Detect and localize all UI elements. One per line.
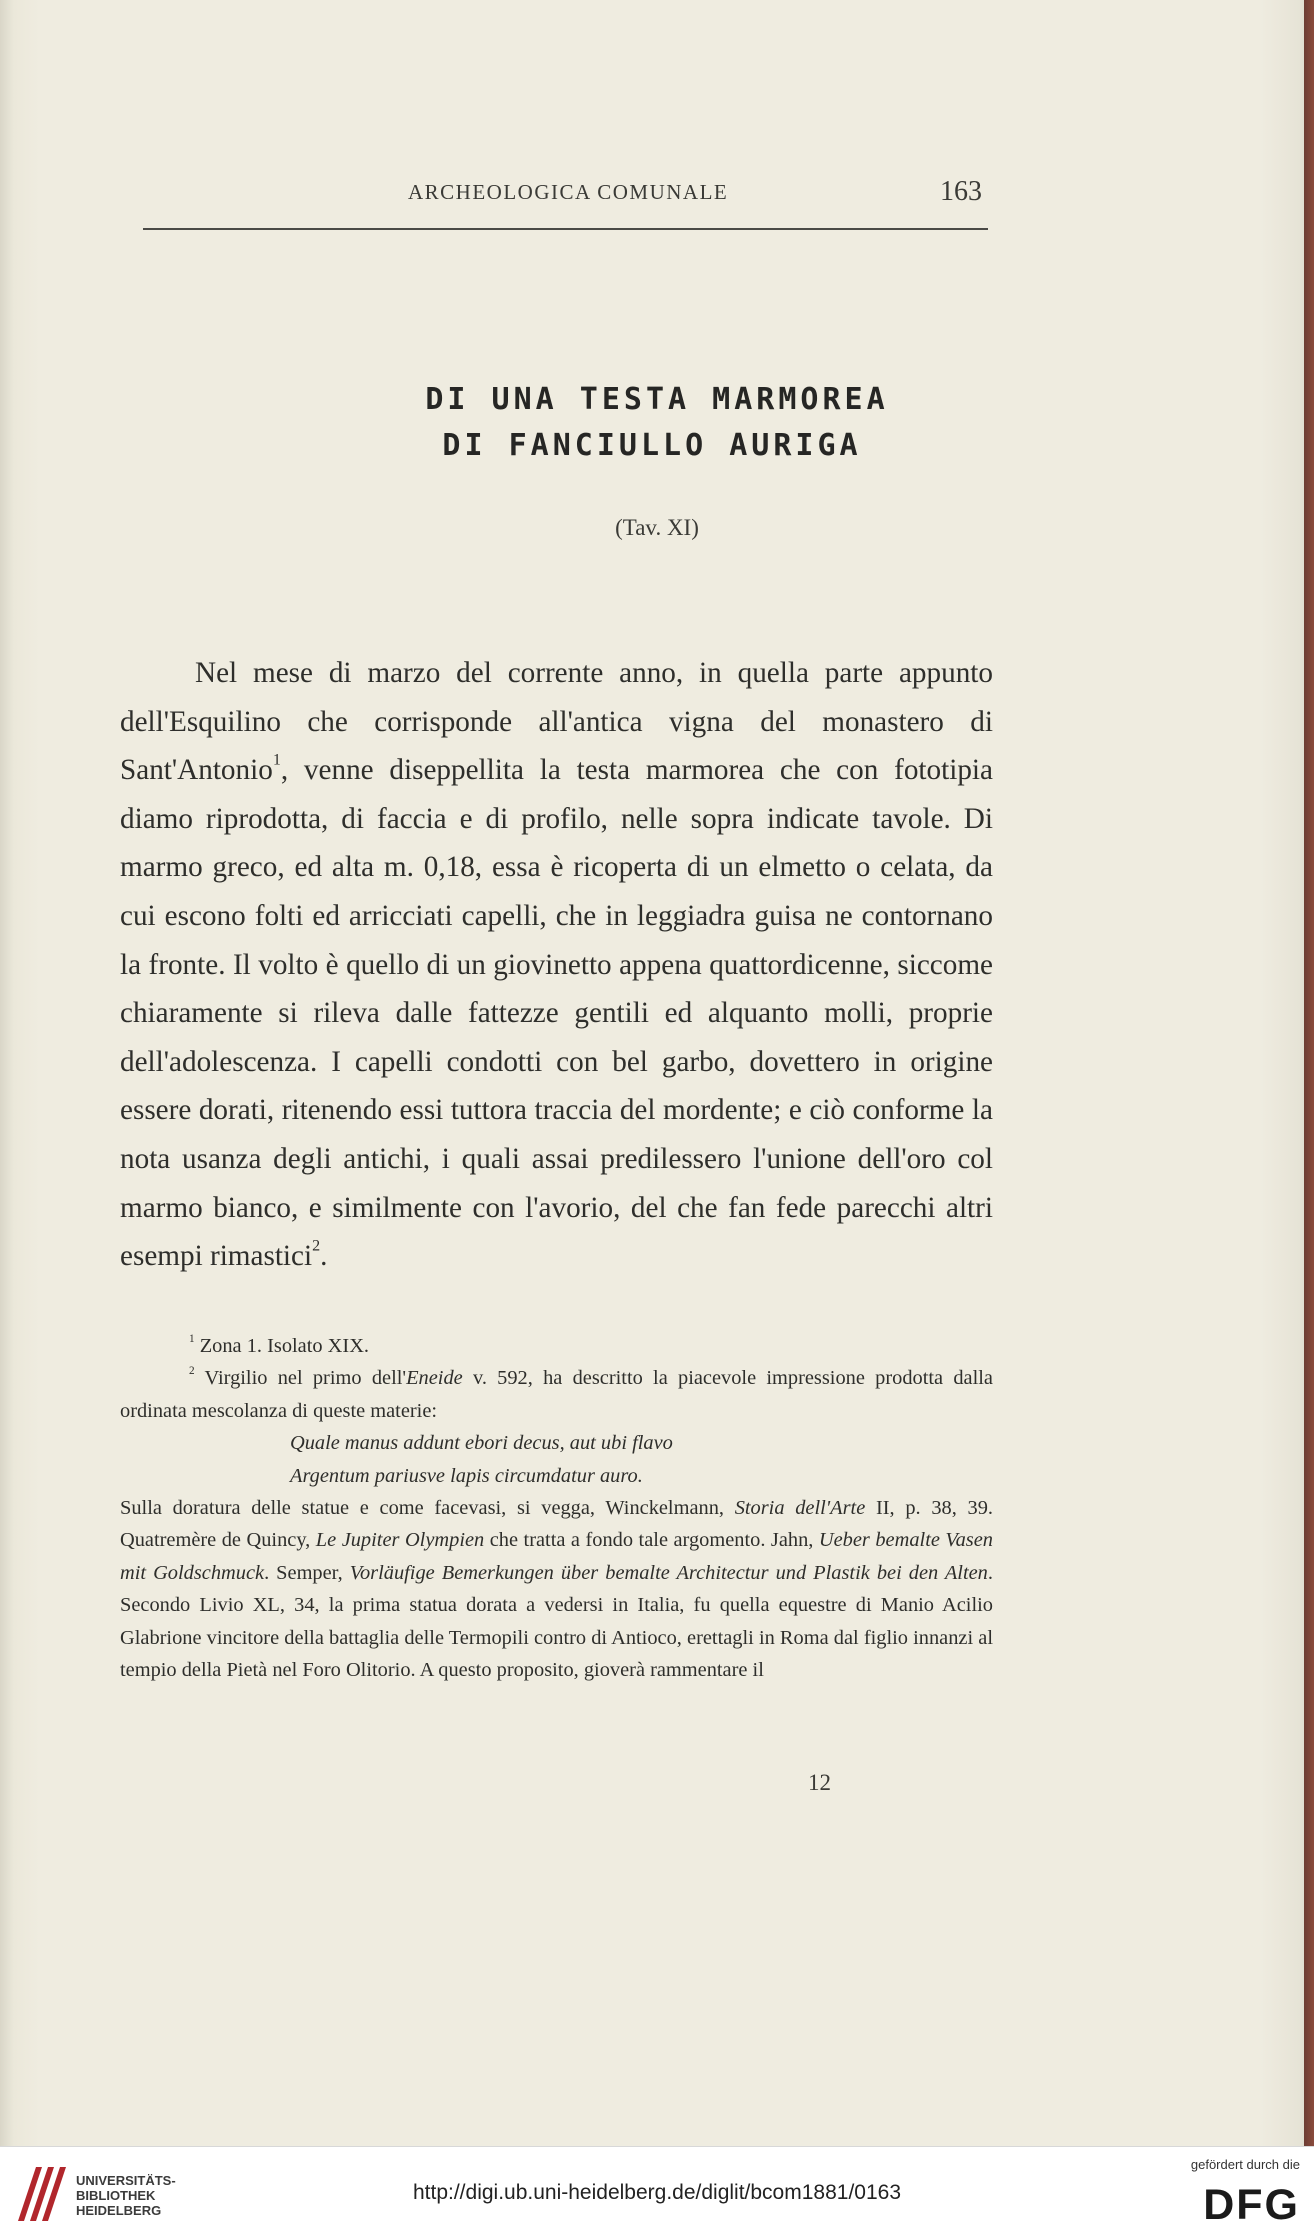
footnote-2-text-b: v. 592, ha descritto la piacevole impressione prodotta dalla ordinata mescolanza di queste materie: [120,1367,993,1422]
footnote-1 [120,1330,993,1362]
footnote-mark-1: 1 [189,1332,195,1345]
footnote-1-text: Zona 1. Isolato XIX. [194,1335,370,1357]
footnote-ref-1: 1 [272,751,281,769]
body-text-part-2: , venne diseppellita la testa marmorea che con fototipia diamo riprodotta, di faccia e di profilo, nelle sopra indicate tavole. Di marmo greco, ed alta m. 0,18, essa è ricoperta di un elmetto o celata, da cui escono folti ed arricciati capelli, che in leggiadra guisa ne contornano la fronte. Il volto è quello di un giovinetto appena quattordicenne, siccome chiaramente si rileva dalle fattezze gentili ed alquanto molli, proprie dell'adolescenza. I capelli condotti con bel garbo, dovettero in origine essere dorati, ritenendo essi tuttora traccia del mordente; e ciò conforme la nota usanza degli antichi, i quali assai predilessero l'unione dell'oro col marmo bianco, e similmente con l'avorio, del che fan fede parecchi altri esempi rimastici [120,754,993,1273]
body-text-part-1: Nel mese di marzo del corrente anno, in quella parte appunto dell'Esquilino che corrisponde all'antica vigna del monastero di Sant'Antonio [120,657,993,787]
footnotes [120,1330,993,1686]
dfg-logo: DFG [1203,2181,1300,2229]
plate-reference: (Tav. XI) [615,515,699,540]
body-paragraph [120,649,993,1281]
funded-by-text: gefördert durch die [1190,2157,1300,2172]
citation-title-1: Storia dell'Arte [734,1497,866,1520]
signature-mark: 12 [808,1770,831,1795]
citation-title-2: Le Jupiter Olympien [315,1529,485,1552]
citation-text-1: Sulla doratura delle statue e come facevasi, si vegga, Winckelmann, [120,1497,735,1520]
footnote-mark-2: 2 [189,1365,195,1378]
header-rule [143,228,988,230]
citation-title-4: Vorläufige Bemerkungen über bemalte Architectur und Plastik bei den Alten [349,1561,988,1584]
body-text [120,649,993,1281]
citation-text-3: che tratta a fondo tale argomento. Jahn, [484,1529,819,1552]
footnote-2 [120,1362,993,1427]
footnote-ref-2: 2 [312,1237,321,1255]
citation-text-4: . Semper, [264,1561,350,1584]
footnote-2-continuation [120,1492,993,1686]
running-head: ARCHEOLOGICA COMUNALE [408,180,729,204]
body-text-end: . [320,1240,328,1273]
article-title-line-1: DI UNA TESTA MARMOREA [425,382,889,417]
citation-text-2: II, p. 38, 39. Quatremère de Quincy, [120,1497,993,1552]
citation-text-5: . Secondo Livio XL, 34, la prima statua dorata a vedersi in Italia, fu quella equestre di Manio Acilio Glabrione vincitore della battaglia delle Termopili contro di Antioco, erettagli in Roma dal figlio innanzi al tempio della Pietà nel Foro Olitorio. A questo proposito, gioverà rammentare il [120,1561,993,1682]
quote-line-1: Quale manus addunt ebori decus, aut ubi flavo [290,1432,673,1455]
citation-title-3: Ueber bemalte Vasen mit Goldschmuck [120,1529,993,1584]
article-title-line-2: DI FANCIULLO AURIGA [442,428,862,463]
page-number: 163 [940,176,982,207]
library-name: UNIVERSITÄTS- BIBLIOTHEK HEIDELBERG [76,2173,176,2218]
permalink-url[interactable]: http://digi.ub.uni-heidelberg.de/diglit/bcom1881/0163 [412,2181,901,2204]
quote-line-2: Argentum pariusve lapis circumdatur auro. [290,1464,643,1487]
viewer-footer [0,2146,1314,2239]
footnote-2-eneide: Eneide [406,1367,463,1390]
footnote-2-text-a: Virgilio nel primo dell' [194,1367,407,1390]
page-binding-edge [1304,0,1314,2146]
